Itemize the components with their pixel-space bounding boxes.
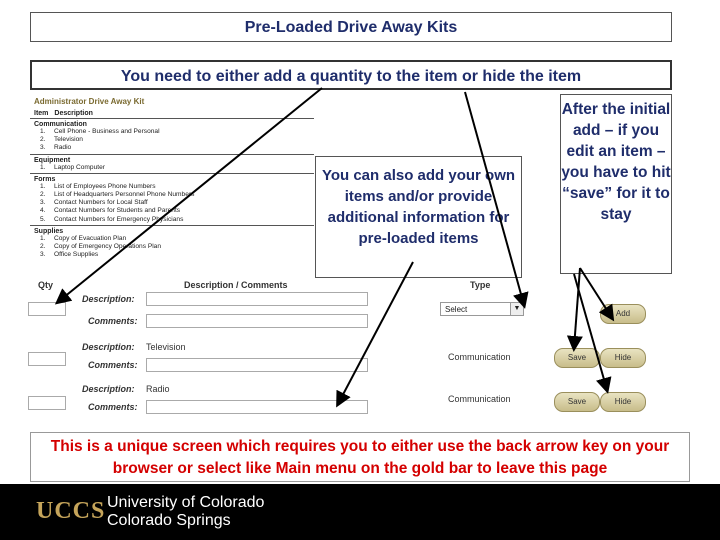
arrow-to-type	[465, 92, 524, 305]
uccs-logo: UCCS	[36, 498, 106, 524]
item-desc: Laptop Computer	[54, 163, 105, 171]
column-description: Description / Comments	[184, 280, 288, 290]
type-select-value: Select	[445, 305, 468, 314]
item-desc: List of Headquarters Personnel Phone Numbers	[54, 190, 195, 198]
row-type: Communication	[448, 352, 511, 362]
item-num: 3.	[40, 251, 46, 259]
item-desc: Contact Numbers for Students and Parents	[54, 207, 181, 215]
chevron-down-icon: ▼	[510, 303, 523, 315]
item-num: 5.	[40, 215, 46, 223]
item-desc: Television	[54, 136, 83, 144]
category-communication: Communication	[34, 121, 87, 128]
item-num: 1.	[40, 163, 46, 171]
item-desc: List of Employees Phone Numbers	[54, 182, 156, 190]
callout-save-edits: After the initial add – if you edit an item – you have to hit “save” for it to stay	[560, 94, 672, 274]
item-num: 1.	[40, 234, 46, 242]
category-forms: Forms	[34, 175, 56, 183]
category-supplies: Supplies	[34, 227, 64, 235]
item-num: 4.	[40, 207, 46, 215]
comments-label: Comments:	[88, 316, 138, 326]
comments-label: Comments:	[88, 402, 138, 412]
row-type: Communication	[448, 394, 511, 404]
save-button[interactable]: Save	[554, 392, 600, 412]
campus-name: Colorado Springs	[107, 512, 231, 529]
bottom-note: This is a unique screen which requires you to either use the back arrow key on your browser or select like Main menu on the gold bar to leave this page	[30, 432, 690, 482]
slide-title: Pre-Loaded Drive Away Kits	[30, 12, 672, 42]
column-type: Type	[470, 280, 491, 290]
arrow-to-qty	[58, 88, 322, 302]
description-label: Description:	[82, 384, 135, 394]
column-qty: Qty	[38, 280, 54, 290]
item-num: 3.	[40, 199, 46, 207]
slide-subtitle: You need to either add a quantity to the item or hide the item	[30, 60, 672, 90]
footer-bar	[0, 484, 720, 540]
save-button[interactable]: Save	[554, 348, 600, 368]
header-item: Item	[34, 110, 49, 117]
arrow-to-hide	[574, 274, 607, 390]
comments-label: Comments:	[88, 360, 138, 370]
item-num: 1.	[40, 128, 46, 135]
row-description: Television	[146, 342, 186, 352]
item-num: 1.	[40, 182, 46, 190]
arrow-to-description	[338, 262, 413, 404]
item-num: 2.	[40, 242, 46, 250]
description-label: Description:	[82, 342, 135, 352]
description-label: Description:	[82, 294, 135, 304]
item-desc: Radio	[54, 144, 72, 152]
item-desc: Contact Numbers for Local Staff	[54, 199, 148, 207]
university-name: University of Colorado	[107, 494, 265, 511]
panel-title: Administrator Drive Away Kit	[34, 97, 145, 106]
header-description: Description	[54, 110, 93, 117]
item-desc: Copy of Emergency Operations Plan	[54, 242, 162, 250]
category-equipment: Equipment	[34, 156, 71, 164]
hide-button[interactable]: Hide	[600, 392, 646, 412]
item-desc: Contact Numbers for Emergency Physicians	[54, 215, 184, 223]
item-num: 2.	[40, 190, 46, 198]
item-desc: Copy of Evacuation Plan	[54, 234, 127, 242]
row-description: Radio	[146, 384, 170, 394]
callout-add-items: You can also add your own items and/or provide additional information for pre-loaded items	[315, 156, 522, 278]
item-desc: Cell Phone - Business and Personal	[54, 128, 160, 135]
item-num: 2.	[40, 136, 46, 144]
hide-button[interactable]: Hide	[600, 348, 646, 368]
add-button[interactable]: Add	[600, 304, 646, 324]
item-num: 3.	[40, 144, 46, 152]
item-desc: Office Supplies	[54, 251, 99, 259]
